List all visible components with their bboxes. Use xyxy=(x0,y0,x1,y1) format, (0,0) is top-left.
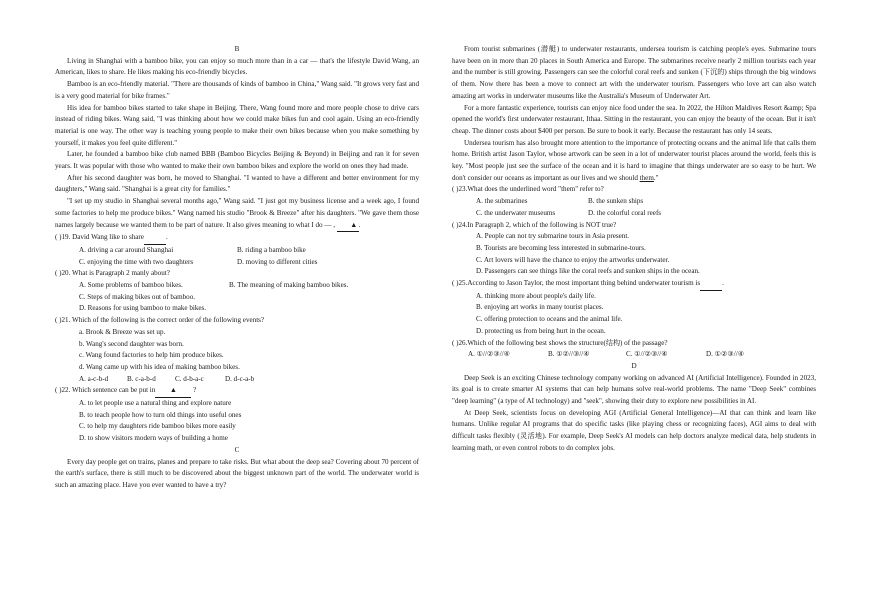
question-20: ( )20. What is Paragraph 2 manly about? xyxy=(55,269,170,278)
option-d: D. to show visitors modern ways of building a home xyxy=(79,434,228,443)
option-b: B. to teach people how to turn old things into useful ones xyxy=(79,410,242,419)
option-d: D. ①②③//④ xyxy=(706,350,745,359)
event-a: a. Brook & Breeze was set up. xyxy=(79,327,166,336)
option-c: C. d-b-a-c xyxy=(175,374,204,383)
option-d: D. Reasons for using bamboo to make bikes. xyxy=(79,304,207,313)
option-a: A. to let people use a natural thing and explore nature xyxy=(79,399,232,408)
question-19-options-row-2 xyxy=(79,257,419,269)
event-c: c. Wang found factories to help him produce bikes. xyxy=(79,351,224,360)
passage-b-paragraph-3: His idea for bamboo bikes started to take shape in Beijing. There, Wang found more and more people chose to drive cars instead of riding bikes. Wang said, "I was thinking about how we could make bikes fun and cool again. Using an eco-friendly material is one way. The other way is teaching young people to make their own bikes because when you make something by yourself, it makes you feel quite different." xyxy=(55,103,419,147)
question-25-end: . xyxy=(722,279,724,288)
question-19-end: . xyxy=(165,233,168,242)
question-23: ( )23.What does the underlined word "them" refer to? xyxy=(452,185,604,194)
option-c: C. to help my daughters ride bamboo bikes more easily xyxy=(79,422,236,431)
passage-b-paragraph-4: Later, he founded a bamboo bike club named BBB (Bamboo Bicycles Beijing & Beyond) in Beijing and ran it for seven years. It was popular with those who wanted to make their own bamboo bikes and explore the world on ones they had made. xyxy=(55,150,419,171)
option-a: A. ①//②③//④ xyxy=(468,350,510,359)
option-c: C. Art lovers will have the chance to enjoy the artworks underwater. xyxy=(476,255,670,264)
option-a: A. thinking more about people's daily life. xyxy=(476,291,596,300)
passage-b-paragraph-1: Living in Shanghai with a bamboo bike, you can enjoy so much more than in a car — that's the lifestyle David Wang, an American, likes to share. He likes making his eco-friendly bicycles. xyxy=(55,56,419,77)
question-20-options-row-1 xyxy=(79,280,419,292)
option-b: B. The meaning of making bamboo bikes. xyxy=(229,281,349,290)
paragraph-6-end: . xyxy=(358,220,361,229)
passage-b-paragraph-5: After his second daughter was born, he moved to Shanghai. "I wanted to have a different and better environment for my daughters," Wang said. "Shanghai is a great city for families." xyxy=(55,173,419,194)
option-b: B. the sunken ships xyxy=(588,197,644,206)
question-19 xyxy=(55,232,419,245)
option-b: B. enjoying art works in many tourist places. xyxy=(476,303,604,312)
option-a: A. driving a car around Shanghai xyxy=(79,245,174,254)
blank-marker xyxy=(337,220,359,233)
question-19-options-row-1 xyxy=(79,245,419,257)
option-c: C. enjoying the time with two daughters xyxy=(79,257,194,266)
option-c: C. ①//②③//④ xyxy=(626,350,668,359)
question-26-options xyxy=(468,349,816,361)
option-a: A. Some problems of bamboo bikes. xyxy=(79,281,183,290)
passage-b-paragraph-6 xyxy=(55,196,419,232)
option-c: C. the underwater museums xyxy=(476,208,556,217)
question-25 xyxy=(452,278,816,291)
passage-c-paragraph-1: Every day people get on trains, planes and prepare to take risks. But what about the deep sea? Covering about 70 percent of the earth's surface, there is still much to be discovered about the biggest unknown part of the world. The underwater world is such an amazing place. Have you ever wanted to have a try? xyxy=(55,457,419,489)
paragraph-6-text: "I set up my studio in Shanghai several months ago," Wang said. "I just got my business license and a week ago, I found some factories to help me produce bikes." Wang named his studio "Brook & Breeze" after his daughters. "We gave them those names largely because we wanted them to be part of nature. It also gives meaning to what I do — , xyxy=(55,197,419,229)
question-21: ( )21. Which of the following is the correct order of the following events? xyxy=(55,316,265,325)
answer-blank xyxy=(700,278,722,291)
section-b-title: B xyxy=(234,45,240,53)
question-25-stem: ( )25.According to Jason Taylor, the most important thing behind underwater tourism is xyxy=(452,279,701,288)
event-d: d. Wang came up with his idea of making bamboo bikes. xyxy=(79,362,240,371)
event-b: b. Wang's second daughter was born. xyxy=(79,339,184,348)
option-c: C. offering protection to oceans and the animal life. xyxy=(476,315,623,324)
passage-d-paragraph-1: Deep Seek is an exciting Chinese technology company working on advanced AI (Artificial Intelligence). Founded in 2023, its goal is to create smarter AI systems that can help humans solve real-world problems. The name "Deep Seek" combines "deep learning" (a type of AI technology) and "seek", showing their duty to explore new possibilities in AI. xyxy=(452,373,816,406)
question-22-end: ? xyxy=(193,386,197,395)
question-23-options-row-2 xyxy=(476,208,816,220)
option-d: D. moving to different cities xyxy=(237,257,318,266)
option-b: B. ①②//③//④ xyxy=(548,350,590,359)
triangle-icon: ▲ xyxy=(350,220,358,229)
section-d-title: D xyxy=(631,361,637,370)
blank-marker xyxy=(155,385,191,398)
passage-d-paragraph-2: At Deep Seek, scientists focus on developing AGI (Artificial General Intelligence)—AI that can think and learn like humans. Unlike regular AI programs that do specific tasks (like playing chess or recognizing faces), AGI aims to deal with difficult tasks flexibly (灵活地). For example, Deep Seek's AI models can help doctors analyze medical data, help students in learning math, or even control robots to do complex jobs. xyxy=(452,408,816,452)
passage-c-paragraph-2: From tourist submarines (潜艇) to underwater restaurants, undersea tourism is catching people's eyes. Submarine tours have been on in more than 20 places in South America and Europe. The submarines receive nearly 2 million tourists each year and the number is still growing. Passengers can see the colorful coral reefs and sunken (下沉的) ships through the big windows of them. Now there has been a move to connect art with the underwater tourism. Passengers who love art can also watch amazing art works in underwater museums like the Australia's Museum of Underwater Art. xyxy=(452,45,816,100)
answer-blank xyxy=(144,232,166,245)
left-column xyxy=(55,44,419,492)
underlined-word-them: them xyxy=(639,173,654,182)
option-c: C. Steps of making bikes out of bamboo. xyxy=(79,292,196,301)
passage-c-paragraph-4: Undersea tourism has also brought more attention to the importance of protecting oceans and the animal life that calls them home. British artist Jason Taylor, whose artwork can be seen in a lot of underwater tourist places around the world, feels this is key. "Most people just see the surface of the ocean and it is hard to imagine that things underwater are so easy to be hurt. We don't consider our oceans as important as our lives and we should them." xyxy=(452,138,816,182)
option-a: A. a-c-b-d xyxy=(79,374,109,383)
option-d: D. protecting us from being hurt in the ocean. xyxy=(476,326,606,335)
passage-b-paragraph-2: Bamboo is an eco-friendly material. "There are thousands of kinds of bamboo in China," Wang said. "It grows very fast and is a very good material for bike frames." xyxy=(55,80,419,100)
paragraph-4-end: " xyxy=(655,173,659,182)
question-22 xyxy=(55,385,419,398)
option-a: A. People can not try submarine tours in Asia present. xyxy=(476,232,630,241)
section-c-title: C xyxy=(234,445,240,454)
passage-c-paragraph-3: For a more fantastic experience, tourists can enjoy nice food under the sea. In 2022, the Hilton Maldives Resort &amp; Spa opened the world's first underwater restaurant, Ithaa. Sitting in the restaurant, you can enjoy the beauty of the ocean. But it isn't cheap. The dinner costs about $400 per person. Be sure to book it early. Because the restaurant has only 14 seats. xyxy=(452,103,816,135)
question-19-stem: ( )19. David Wang like to share xyxy=(55,233,144,242)
paragraph-4-text: Undersea tourism has also brought more attention to the importance of protecting oceans and the animal life that calls them home. British artist Jason Taylor, whose artwork can be seen in a lot of underwater tourist places around the world, feels this is key. "Most people just see the surface of the ocean and it is hard to imagine that things underwater are so easy to be hurt. We don't consider our oceans as important as our lives and we should xyxy=(452,138,816,182)
option-b: B. c-a-b-d xyxy=(127,374,156,383)
option-d: D. the colorful coral reefs xyxy=(588,208,662,217)
question-21-options xyxy=(79,374,419,386)
option-b: B. Tourists are becoming less interested in submarine-tours. xyxy=(476,243,646,252)
option-a: A. the submarines xyxy=(476,197,528,206)
option-d: D. Passengers can see things like the coral reefs and sunken ships in the ocean. xyxy=(476,267,700,276)
question-23-options-row-1 xyxy=(476,196,816,208)
question-26: ( )26.Which of the following best shows the structure(结构) of the passage? xyxy=(452,338,668,347)
option-d: D. d-c-a-b xyxy=(225,374,255,383)
question-22-stem: ( )22. Which sentence can be put in xyxy=(55,386,156,395)
triangle-icon: ▲ xyxy=(169,386,177,395)
right-column xyxy=(452,44,816,455)
option-b: B. riding a bamboo bike xyxy=(237,245,306,254)
question-24: ( )24.In Paragraph 2, which of the following is NOT true? xyxy=(452,220,617,229)
